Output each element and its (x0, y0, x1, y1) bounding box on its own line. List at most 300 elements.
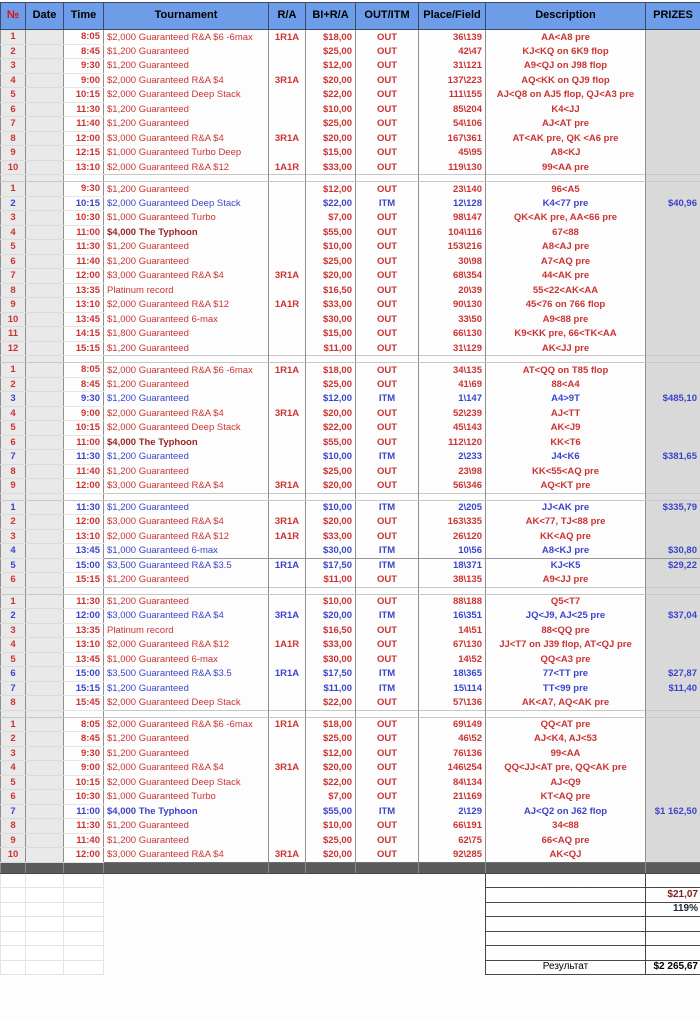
cell-res[interactable]: OUT (356, 848, 419, 863)
cell-name[interactable]: $2,000 Guaranteed R&A $12 (104, 298, 269, 313)
cell-time[interactable]: 13:10 (64, 529, 104, 544)
cell-name[interactable]: $1,000 Guaranteed 6-max (104, 652, 269, 667)
cell-desc[interactable]: AK<77, TJ<88 pre (486, 515, 646, 530)
cell-res[interactable]: OUT (356, 146, 419, 161)
cell-res[interactable]: ITM (356, 558, 419, 573)
cell-time[interactable]: 11:30 (64, 594, 104, 609)
cell-date[interactable] (26, 696, 64, 711)
cell-desc[interactable]: AJ<Q2 on J62 flop (486, 804, 646, 819)
cell-bi[interactable]: $16,50 (306, 283, 356, 298)
cell-ra[interactable]: 3R1A (269, 406, 306, 421)
cell-name[interactable]: $1,200 Guaranteed (104, 254, 269, 269)
cell-n[interactable]: 4 (1, 225, 26, 240)
cell-desc[interactable]: KK<T6 (486, 435, 646, 450)
cell-name[interactable]: $2,000 Guaranteed Deep Stack (104, 196, 269, 211)
cell-n[interactable]: 4 (1, 406, 26, 421)
cell-prize[interactable] (646, 833, 700, 848)
cell-time[interactable]: 8:45 (64, 732, 104, 747)
cell-time[interactable]: 9:00 (64, 406, 104, 421)
cell-name[interactable]: $2,000 Guaranteed Deep Stack (104, 696, 269, 711)
cell-bi[interactable]: $33,00 (306, 298, 356, 313)
col-header-time[interactable]: Time (64, 3, 104, 30)
cell-ra[interactable] (269, 377, 306, 392)
cell-name[interactable]: $2,000 Guaranteed Deep Stack (104, 775, 269, 790)
cell-ra[interactable]: 3R1A (269, 269, 306, 284)
cell-n[interactable]: 4 (1, 638, 26, 653)
cell-prize[interactable] (646, 240, 700, 255)
cell-date[interactable] (26, 421, 64, 436)
cell-name[interactable]: $2,000 Guaranteed R&A $12 (104, 638, 269, 653)
cell-date[interactable] (26, 717, 64, 732)
cell-n[interactable]: 8 (1, 819, 26, 834)
cell-bi[interactable]: $17,50 (306, 667, 356, 682)
cell-name[interactable]: $1,200 Guaranteed (104, 746, 269, 761)
cell-prize[interactable] (646, 479, 700, 494)
cell-bi[interactable]: $20,00 (306, 515, 356, 530)
cell-bi[interactable]: $20,00 (306, 479, 356, 494)
col-header-prizes[interactable]: PRIZES (646, 3, 700, 30)
cell-ra[interactable]: 3R1A (269, 73, 306, 88)
cell-n[interactable]: 11 (1, 327, 26, 342)
cell-time[interactable]: 13:10 (64, 298, 104, 313)
cell-res[interactable]: OUT (356, 182, 419, 197)
cell-time[interactable]: 13:45 (64, 312, 104, 327)
cell-desc[interactable]: KK<55<AQ pre (486, 464, 646, 479)
cell-desc[interactable]: JQ<J9, AJ<25 pre (486, 609, 646, 624)
cell-ra[interactable] (269, 819, 306, 834)
cell-name[interactable]: $1,200 Guaranteed (104, 681, 269, 696)
cell-prize[interactable]: $27,87 (646, 667, 700, 682)
cell-bi[interactable]: $33,00 (306, 160, 356, 175)
cell-prize[interactable] (646, 225, 700, 240)
cell-n[interactable]: 3 (1, 211, 26, 226)
cell-ra[interactable] (269, 804, 306, 819)
cell-res[interactable]: OUT (356, 269, 419, 284)
cell-date[interactable] (26, 594, 64, 609)
cell-res[interactable]: OUT (356, 696, 419, 711)
cell-date[interactable] (26, 450, 64, 465)
cell-date[interactable] (26, 88, 64, 103)
cell-time[interactable]: 15:15 (64, 681, 104, 696)
cell-prize[interactable] (646, 182, 700, 197)
cell-n[interactable]: 1 (1, 594, 26, 609)
col-header-ra[interactable]: R/A (269, 3, 306, 30)
cell-date[interactable] (26, 117, 64, 132)
cell-pf[interactable]: 23\140 (419, 182, 486, 197)
cell-prize[interactable] (646, 775, 700, 790)
cell-date[interactable] (26, 761, 64, 776)
cell-pf[interactable]: 23\98 (419, 464, 486, 479)
cell-date[interactable] (26, 341, 64, 356)
cell-date[interactable] (26, 131, 64, 146)
cell-pf[interactable]: 42\47 (419, 44, 486, 59)
cell-time[interactable]: 9:00 (64, 761, 104, 776)
cell-n[interactable]: 2 (1, 732, 26, 747)
cell-res[interactable]: OUT (356, 88, 419, 103)
cell-time[interactable]: 11:40 (64, 464, 104, 479)
cell-pf[interactable]: 76\136 (419, 746, 486, 761)
cell-pf[interactable]: 52\239 (419, 406, 486, 421)
cell-bi[interactable]: $12,00 (306, 746, 356, 761)
cell-desc[interactable]: KJ<KQ on 6K9 flop (486, 44, 646, 59)
cell-bi[interactable]: $25,00 (306, 464, 356, 479)
cell-res[interactable]: OUT (356, 44, 419, 59)
cell-n[interactable]: 1 (1, 30, 26, 45)
cell-pf[interactable]: 45\143 (419, 421, 486, 436)
cell-prize[interactable] (646, 761, 700, 776)
cell-name[interactable]: $1,200 Guaranteed (104, 182, 269, 197)
cell-prize[interactable] (646, 848, 700, 863)
cell-time[interactable]: 12:15 (64, 146, 104, 161)
cell-ra[interactable] (269, 696, 306, 711)
cell-date[interactable] (26, 225, 64, 240)
cell-time[interactable]: 9:30 (64, 182, 104, 197)
cell-bi[interactable]: $18,00 (306, 717, 356, 732)
cell-res[interactable]: OUT (356, 254, 419, 269)
cell-res[interactable]: OUT (356, 240, 419, 255)
cell-pf[interactable]: 18\365 (419, 667, 486, 682)
cell-pf[interactable]: 88\188 (419, 594, 486, 609)
cell-desc[interactable]: 67<88 (486, 225, 646, 240)
cell-name[interactable]: $1,200 Guaranteed (104, 240, 269, 255)
col-header-number[interactable]: № (1, 3, 26, 30)
cell-pf[interactable]: 167\361 (419, 131, 486, 146)
cell-bi[interactable]: $22,00 (306, 421, 356, 436)
cell-desc[interactable]: QQ<A3 pre (486, 652, 646, 667)
cell-res[interactable]: OUT (356, 131, 419, 146)
cell-bi[interactable]: $15,00 (306, 327, 356, 342)
cell-name[interactable]: $1,200 Guaranteed (104, 377, 269, 392)
cell-res[interactable]: OUT (356, 623, 419, 638)
cell-date[interactable] (26, 479, 64, 494)
cell-ra[interactable]: 1A1R (269, 529, 306, 544)
cell-n[interactable]: 6 (1, 667, 26, 682)
cell-ra[interactable]: 1A1R (269, 298, 306, 313)
cell-name[interactable]: $1,200 Guaranteed (104, 500, 269, 515)
cell-time[interactable]: 15:15 (64, 341, 104, 356)
cell-date[interactable] (26, 681, 64, 696)
cell-n[interactable]: 10 (1, 160, 26, 175)
cell-desc[interactable]: 88<A4 (486, 377, 646, 392)
cell-n[interactable]: 4 (1, 73, 26, 88)
cell-desc[interactable]: AQ<KT pre (486, 479, 646, 494)
cell-time[interactable]: 8:45 (64, 44, 104, 59)
cell-ra[interactable] (269, 392, 306, 407)
cell-ra[interactable] (269, 341, 306, 356)
cell-prize[interactable] (646, 652, 700, 667)
cell-n[interactable]: 5 (1, 421, 26, 436)
cell-name[interactable]: $1,200 Guaranteed (104, 102, 269, 117)
cell-date[interactable] (26, 819, 64, 834)
cell-desc[interactable]: AJ<TT (486, 406, 646, 421)
cell-time[interactable]: 14:15 (64, 327, 104, 342)
cell-prize[interactable]: $29,22 (646, 558, 700, 573)
cell-prize[interactable] (646, 30, 700, 45)
cell-desc[interactable]: QQ<AT pre (486, 717, 646, 732)
cell-ra[interactable] (269, 573, 306, 588)
cell-pf[interactable]: 21\169 (419, 790, 486, 805)
cell-date[interactable] (26, 790, 64, 805)
cell-n[interactable]: 5 (1, 88, 26, 103)
cell-prize[interactable] (646, 283, 700, 298)
cell-n[interactable]: 3 (1, 392, 26, 407)
summary-label[interactable]: Результат (486, 960, 646, 975)
cell-pf[interactable]: 41\69 (419, 377, 486, 392)
cell-time[interactable]: 11:30 (64, 500, 104, 515)
summary-value[interactable]: $2 542,33 (646, 917, 700, 932)
cell-time[interactable]: 11:40 (64, 833, 104, 848)
cell-desc[interactable]: AK<QJ (486, 848, 646, 863)
cell-n[interactable]: 8 (1, 131, 26, 146)
col-header-out-itm[interactable]: OUT/ITM (356, 3, 419, 30)
cell-desc[interactable]: AQ<KK on QJ9 flop (486, 73, 646, 88)
cell-name[interactable]: $1,200 Guaranteed (104, 819, 269, 834)
summary-value[interactable]: $1 159,00 (646, 873, 700, 888)
cell-name[interactable]: $2,000 Guaranteed R&A $6 -6max (104, 717, 269, 732)
summary-label[interactable]: Summa BI (486, 873, 646, 888)
cell-prize[interactable] (646, 638, 700, 653)
cell-desc[interactable]: JJ<T7 on J39 flop, AT<QJ pre (486, 638, 646, 653)
cell-time[interactable]: 13:35 (64, 283, 104, 298)
cell-pf[interactable]: 18\371 (419, 558, 486, 573)
cell-name[interactable]: $1,200 Guaranteed (104, 59, 269, 74)
cell-bi[interactable]: $20,00 (306, 73, 356, 88)
cell-bi[interactable]: $12,00 (306, 59, 356, 74)
cell-prize[interactable] (646, 790, 700, 805)
cell-desc[interactable]: K4<77 pre (486, 196, 646, 211)
cell-bi[interactable]: $7,00 (306, 790, 356, 805)
cell-bi[interactable]: $17,50 (306, 558, 356, 573)
cell-pf[interactable]: 14\51 (419, 623, 486, 638)
cell-time[interactable]: 11:00 (64, 225, 104, 240)
cell-prize[interactable] (646, 160, 700, 175)
cell-name[interactable]: $1,200 Guaranteed (104, 573, 269, 588)
cell-n[interactable]: 7 (1, 117, 26, 132)
cell-res[interactable]: OUT (356, 59, 419, 74)
cell-n[interactable]: 7 (1, 804, 26, 819)
cell-time[interactable]: 11:30 (64, 102, 104, 117)
cell-ra[interactable] (269, 254, 306, 269)
cell-ra[interactable] (269, 44, 306, 59)
cell-date[interactable] (26, 529, 64, 544)
cell-res[interactable]: ITM (356, 196, 419, 211)
cell-ra[interactable] (269, 88, 306, 103)
cell-desc[interactable]: 99<AA (486, 746, 646, 761)
cell-time[interactable]: 11:30 (64, 819, 104, 834)
cell-ra[interactable] (269, 775, 306, 790)
cell-time[interactable]: 12:00 (64, 269, 104, 284)
cell-prize[interactable] (646, 341, 700, 356)
cell-ra[interactable] (269, 746, 306, 761)
cell-desc[interactable]: AK<JJ pre (486, 341, 646, 356)
cell-pf[interactable]: 14\52 (419, 652, 486, 667)
cell-res[interactable]: OUT (356, 761, 419, 776)
cell-pf[interactable]: 31\121 (419, 59, 486, 74)
cell-pf[interactable]: 57\136 (419, 696, 486, 711)
cell-pf[interactable]: 26\120 (419, 529, 486, 544)
cell-date[interactable] (26, 283, 64, 298)
cell-ra[interactable] (269, 500, 306, 515)
cell-name[interactable]: $1,200 Guaranteed (104, 44, 269, 59)
cell-ra[interactable] (269, 833, 306, 848)
cell-desc[interactable]: 45<76 on 766 flop (486, 298, 646, 313)
cell-pf[interactable]: 33\50 (419, 312, 486, 327)
cell-pf[interactable]: 104\116 (419, 225, 486, 240)
cell-time[interactable]: 9:30 (64, 746, 104, 761)
summary-label[interactable]: ABI (486, 888, 646, 903)
cell-n[interactable]: 1 (1, 500, 26, 515)
cell-ra[interactable]: 3R1A (269, 848, 306, 863)
cell-prize[interactable] (646, 746, 700, 761)
col-header-bi-ra[interactable]: BI+R/A (306, 3, 356, 30)
cell-date[interactable] (26, 269, 64, 284)
cell-ra[interactable] (269, 450, 306, 465)
cell-name[interactable]: $3,000 Guaranteed R&A $4 (104, 515, 269, 530)
cell-name[interactable]: $2,000 Guaranteed R&A $6 -6max (104, 363, 269, 378)
cell-name[interactable]: $2,000 Guaranteed Deep Stack (104, 88, 269, 103)
cell-bi[interactable]: $22,00 (306, 696, 356, 711)
cell-prize[interactable] (646, 131, 700, 146)
cell-name[interactable]: $1,200 Guaranteed (104, 117, 269, 132)
cell-name[interactable]: $1,000 Guaranteed 6-max (104, 544, 269, 559)
cell-pf[interactable]: 46\52 (419, 732, 486, 747)
cell-prize[interactable]: $37,04 (646, 609, 700, 624)
cell-ra[interactable]: 1R1A (269, 30, 306, 45)
cell-bi[interactable]: $10,00 (306, 240, 356, 255)
col-header-description[interactable]: Description (486, 3, 646, 30)
cell-bi[interactable]: $20,00 (306, 848, 356, 863)
cell-ra[interactable]: 1R1A (269, 558, 306, 573)
cell-name[interactable]: $2,000 Guaranteed R&A $6 -6max (104, 30, 269, 45)
cell-date[interactable] (26, 406, 64, 421)
cell-desc[interactable]: 88<QQ pre (486, 623, 646, 638)
cell-bi[interactable]: $15,00 (306, 146, 356, 161)
cell-desc[interactable]: KT<AQ pre (486, 790, 646, 805)
cell-pf[interactable]: 34\135 (419, 363, 486, 378)
cell-res[interactable]: OUT (356, 435, 419, 450)
cell-pf[interactable]: 10\56 (419, 544, 486, 559)
cell-bi[interactable]: $12,00 (306, 182, 356, 197)
cell-ra[interactable]: 1R1A (269, 717, 306, 732)
cell-res[interactable]: ITM (356, 450, 419, 465)
cell-ra[interactable]: 3R1A (269, 609, 306, 624)
cell-desc[interactable]: AJ<AT pre (486, 117, 646, 132)
cell-res[interactable]: OUT (356, 594, 419, 609)
cell-prize[interactable]: $485,10 (646, 392, 700, 407)
cell-res[interactable]: OUT (356, 327, 419, 342)
cell-bi[interactable]: $12,00 (306, 392, 356, 407)
cell-pf[interactable]: 38\135 (419, 573, 486, 588)
cell-n[interactable]: 2 (1, 377, 26, 392)
cell-name[interactable]: $1,200 Guaranteed (104, 464, 269, 479)
cell-ra[interactable] (269, 117, 306, 132)
cell-prize[interactable] (646, 269, 700, 284)
cell-time[interactable]: 13:45 (64, 652, 104, 667)
cell-prize[interactable] (646, 211, 700, 226)
cell-ra[interactable] (269, 421, 306, 436)
cell-date[interactable] (26, 464, 64, 479)
cell-time[interactable]: 10:30 (64, 790, 104, 805)
cell-name[interactable]: $1,200 Guaranteed (104, 392, 269, 407)
cell-name[interactable]: $3,000 Guaranteed R&A $4 (104, 848, 269, 863)
cell-res[interactable]: ITM (356, 500, 419, 515)
cell-res[interactable]: ITM (356, 392, 419, 407)
cell-desc[interactable]: QK<AK pre, AA<66 pre (486, 211, 646, 226)
cell-bi[interactable]: $22,00 (306, 775, 356, 790)
cell-pf[interactable]: 112\120 (419, 435, 486, 450)
cell-date[interactable] (26, 240, 64, 255)
cell-bi[interactable]: $25,00 (306, 117, 356, 132)
cell-pf[interactable]: 146\254 (419, 761, 486, 776)
cell-name[interactable]: $1,200 Guaranteed (104, 450, 269, 465)
cell-desc[interactable]: KK<AQ pre (486, 529, 646, 544)
cell-n[interactable]: 5 (1, 652, 26, 667)
cell-n[interactable]: 5 (1, 775, 26, 790)
cell-time[interactable]: 12:00 (64, 848, 104, 863)
cell-time[interactable]: 11:30 (64, 240, 104, 255)
cell-date[interactable] (26, 102, 64, 117)
cell-pf[interactable]: 45\95 (419, 146, 486, 161)
cell-res[interactable]: OUT (356, 717, 419, 732)
cell-bi[interactable]: $11,00 (306, 341, 356, 356)
cell-ra[interactable] (269, 211, 306, 226)
cell-desc[interactable]: 77<TT pre (486, 667, 646, 682)
cell-date[interactable] (26, 312, 64, 327)
cell-desc[interactable]: A8<AJ pre (486, 240, 646, 255)
cell-pf[interactable]: 111\155 (419, 88, 486, 103)
cell-time[interactable]: 9:00 (64, 73, 104, 88)
cell-prize[interactable] (646, 146, 700, 161)
cell-res[interactable]: OUT (356, 833, 419, 848)
cell-n[interactable]: 2 (1, 44, 26, 59)
cell-name[interactable]: $2,000 Guaranteed Deep Stack (104, 421, 269, 436)
cell-pf[interactable]: 90\130 (419, 298, 486, 313)
cell-res[interactable]: OUT (356, 819, 419, 834)
cell-res[interactable]: OUT (356, 377, 419, 392)
cell-pf[interactable]: 56\346 (419, 479, 486, 494)
cell-res[interactable]: OUT (356, 515, 419, 530)
cell-res[interactable]: OUT (356, 117, 419, 132)
cell-name[interactable]: $1,000 Guaranteed Turbo Deep (104, 146, 269, 161)
summary-value[interactable] (646, 946, 700, 961)
cell-ra[interactable]: 1A1R (269, 638, 306, 653)
cell-pf[interactable]: 85\204 (419, 102, 486, 117)
cell-date[interactable] (26, 435, 64, 450)
cell-bi[interactable]: $22,00 (306, 196, 356, 211)
cell-desc[interactable]: AJ<Q8 on AJ5 flop, QJ<A3 pre (486, 88, 646, 103)
cell-desc[interactable]: 99<AA pre (486, 160, 646, 175)
cell-prize[interactable] (646, 298, 700, 313)
cell-time[interactable]: 11:40 (64, 117, 104, 132)
cell-ra[interactable] (269, 435, 306, 450)
cell-prize[interactable] (646, 594, 700, 609)
cell-prize[interactable]: $40,96 (646, 196, 700, 211)
col-header-tournament[interactable]: Tournament (104, 3, 269, 30)
summary-value[interactable]: $1 383,33 (646, 931, 700, 946)
cell-res[interactable]: ITM (356, 544, 419, 559)
cell-ra[interactable] (269, 594, 306, 609)
cell-ra[interactable] (269, 225, 306, 240)
summary-label[interactable]: ROI (486, 902, 646, 917)
cell-bi[interactable]: $30,00 (306, 652, 356, 667)
cell-res[interactable]: ITM (356, 609, 419, 624)
cell-prize[interactable] (646, 44, 700, 59)
cell-time[interactable]: 11:00 (64, 435, 104, 450)
cell-name[interactable]: $3,500 Guaranteed R&A $3.5 (104, 558, 269, 573)
cell-time[interactable]: 13:35 (64, 623, 104, 638)
cell-bi[interactable]: $25,00 (306, 833, 356, 848)
cell-pf[interactable]: 2\129 (419, 804, 486, 819)
